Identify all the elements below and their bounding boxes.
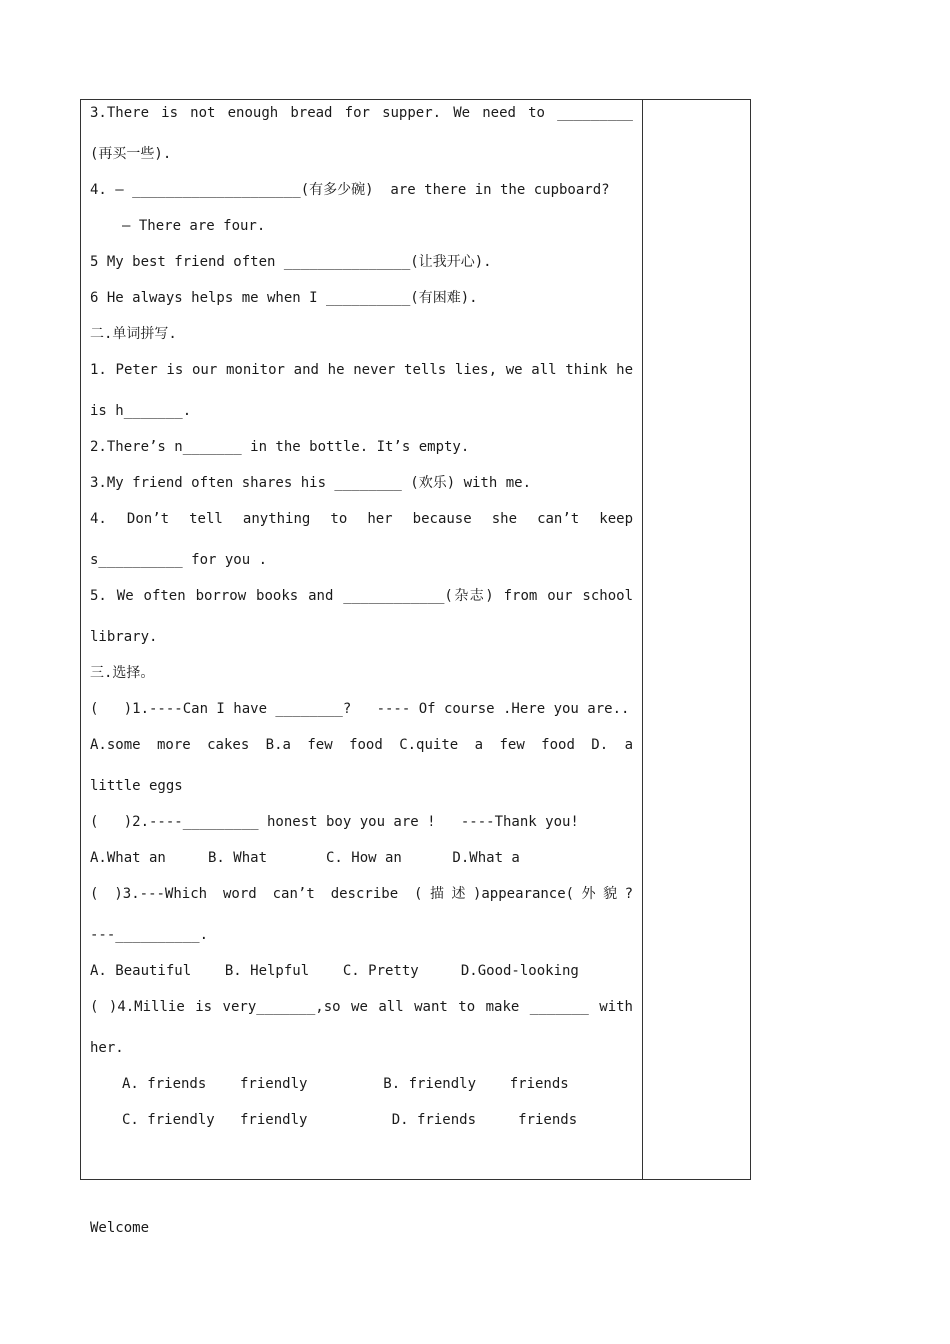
spelling-5-cont: library. — [90, 629, 158, 645]
question-3-hint: (再买一些). — [90, 146, 172, 162]
section-heading-spelling: 二.单词拼写. — [90, 326, 177, 342]
question-4-answer: — There are four. — [122, 218, 266, 234]
question-4: 4. — ____________________(有多少碗) are there in the cupboard? — [90, 182, 610, 198]
spelling-4: 4. Don’t tell anything to her because she can’t keep — [90, 511, 633, 527]
choice-2: ( )2.----_________ honest boy you are ! ----Thank you! — [90, 814, 579, 830]
choice-1: ( )1.----Can I have ________? ---- Of course .Here you are.. — [90, 701, 630, 717]
choice-4: ( )4.Millie is very_______,so we all want to make _______ with — [90, 999, 633, 1015]
choice-3-options: A. Beautiful B. Helpful C. Pretty D.Good-looking — [90, 963, 579, 979]
question-5: 5 My best friend often _______________(让我开心). — [90, 254, 492, 270]
spelling-5: 5. We often borrow books and ____________(杂志) from our school — [90, 588, 633, 604]
choice-3: ( )3.---Which word can’t describe (描述)appearance(外貌? — [90, 886, 633, 902]
spelling-4-cont: s__________ for you . — [90, 552, 268, 568]
spelling-1: 1. Peter is our monitor and he never tells lies, we all think he — [90, 362, 633, 378]
spelling-3: 3.My friend often shares his ________ (欢乐) with me. — [90, 475, 532, 491]
spelling-2: 2.There’s n_______ in the bottle. It’s empty. — [90, 439, 470, 455]
choice-4-cont: her. — [90, 1040, 124, 1056]
section-heading-choice: 三.选择。 — [90, 665, 155, 681]
column-divider — [642, 100, 643, 1179]
choice-4-options-cd: C. friendly friendly D. friends friends — [122, 1112, 578, 1128]
spelling-1-cont: is h_______. — [90, 403, 192, 419]
question-6: 6 He always helps me when I __________(有困难). — [90, 290, 478, 306]
choice-4-options-ab: A. friends friendly B. friendly friends — [122, 1076, 569, 1092]
footer-text: Welcome — [90, 1220, 150, 1236]
question-3: 3.There is not enough bread for supper. We need to _________ — [90, 105, 633, 121]
choice-1-options-cont: little eggs — [90, 778, 183, 794]
choice-1-options: A.some more cakes B.a few food C.quite a few food D. a — [90, 737, 633, 753]
choice-3-cont: ---__________. — [90, 927, 209, 943]
choice-2-options: A.What an B. What C. How an D.What a — [90, 850, 520, 866]
